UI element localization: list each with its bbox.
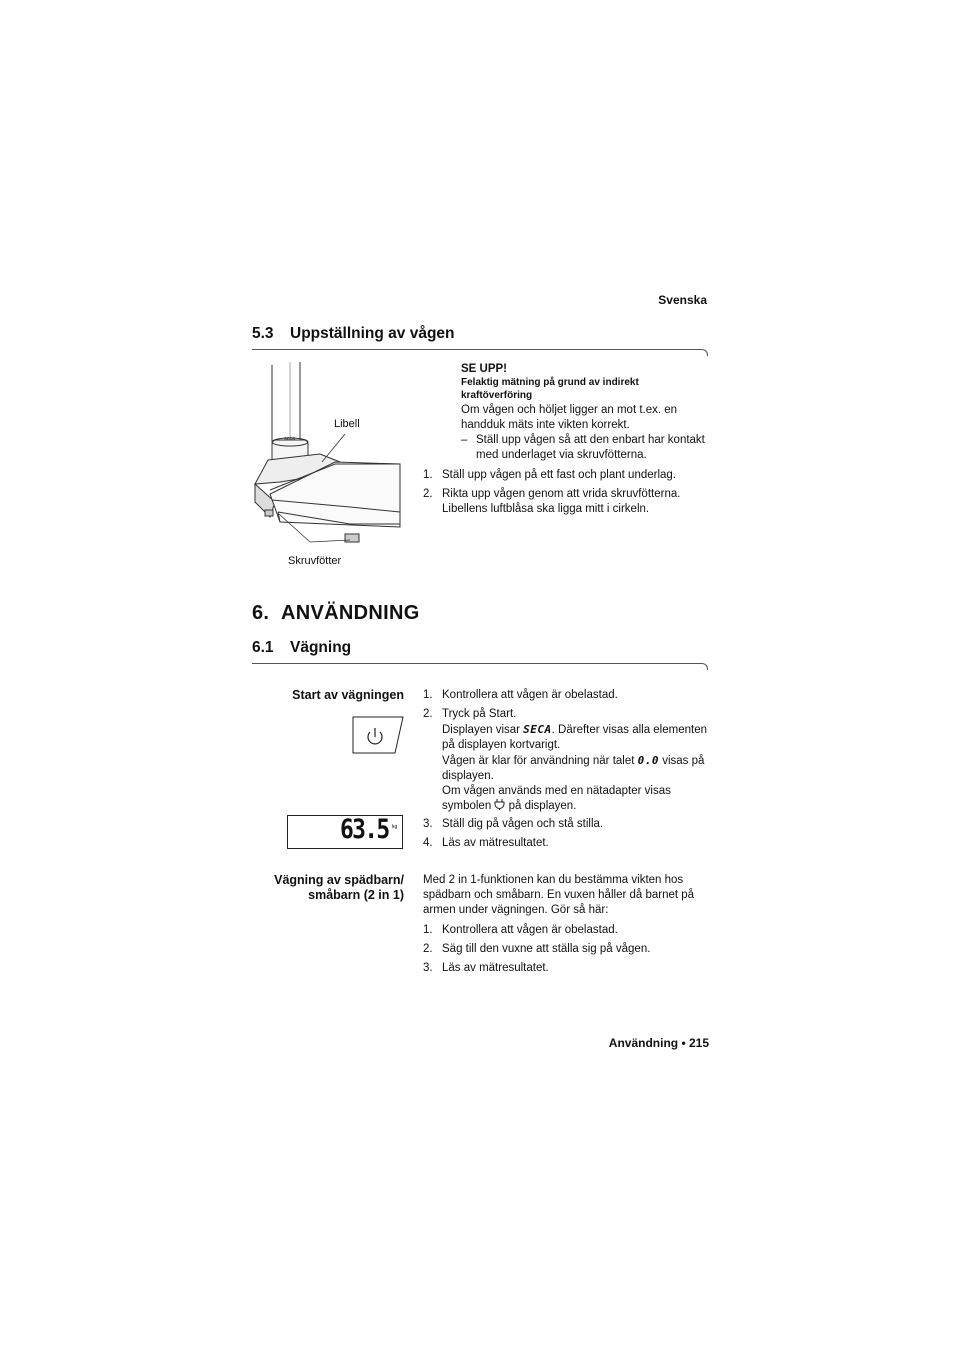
step-number: 1.: [423, 689, 433, 701]
libell-label: Libell: [334, 418, 360, 430]
chapter-number: 6.: [252, 602, 270, 624]
segment-display-text: 0.0: [637, 754, 659, 767]
display-reading: 63.5: [340, 814, 389, 845]
step-number: 1.: [423, 924, 433, 936]
subheading-line: Vägning av spädbarn/: [274, 873, 404, 887]
step-number: 2.: [423, 943, 433, 955]
step-text: Kontrollera att vågen är obelastad.: [442, 689, 618, 701]
step-number: 3.: [423, 818, 433, 830]
section-6-1-heading: [252, 639, 351, 657]
caution-title: SE UPP!: [461, 363, 508, 375]
language-label: Svenska: [658, 293, 707, 307]
dash-marker: –: [461, 434, 468, 446]
setup-steps: [423, 468, 713, 517]
step-text: Ställ upp vågen på ett fast och plant underlag.: [442, 469, 676, 481]
section-number: 5.3: [252, 325, 274, 342]
step-text: Ställ dig på vågen och stå stilla.: [442, 818, 604, 830]
step-text: Tryck på Start.: [442, 708, 517, 720]
section-divider: [252, 663, 702, 664]
feet-label: Skruvfötter: [288, 555, 342, 567]
start-subheading: Start av vägningen: [292, 688, 404, 702]
two-in-one-steps: [423, 923, 723, 976]
caution-text-line: Om vågen och höljet ligger an mot t.ex. en: [461, 404, 678, 416]
divider-hook: [701, 349, 708, 356]
text-segment: . Därefter visas alla elementen: [551, 724, 707, 736]
caution-subtitle: [461, 376, 711, 402]
text-segment: symbolen: [442, 800, 495, 812]
step-text: [442, 722, 723, 738]
step-text: Säg till den vuxne att ställa sig på vågen.: [442, 943, 651, 955]
step-number: 3.: [423, 962, 433, 974]
list-item: [423, 707, 723, 814]
caution-subtitle-line: kraftöverföring: [461, 390, 533, 401]
list-item: [423, 923, 723, 938]
intro-line: Med 2 in 1-funktionen kan du bestämma vikten hos: [423, 874, 684, 886]
step-number: 4.: [423, 837, 433, 849]
chapter-title: ANVÄNDNING: [281, 602, 420, 624]
list-item: [423, 942, 723, 957]
section-title: Vägning: [290, 639, 352, 656]
list-item: [423, 961, 723, 976]
intro-line: armen under vägningen. Gör så här:: [423, 904, 609, 916]
text-segment: visas på: [659, 755, 705, 767]
step-number: 1.: [423, 469, 433, 481]
text-segment: Vågen är klar för användning när talet: [442, 755, 638, 767]
two-in-one-intro: [423, 873, 723, 918]
caution-text: [461, 403, 711, 433]
page-footer: Användning • 215: [608, 1036, 709, 1050]
chapter-heading: [252, 602, 420, 625]
section-5-3-heading: [252, 325, 455, 343]
step-text: [442, 799, 723, 814]
step-text: [442, 753, 723, 769]
segment-display-text: SECA: [523, 723, 552, 736]
scale-illustration: [250, 362, 415, 552]
two-in-one-subheading: [274, 873, 404, 903]
step-number: 2.: [423, 488, 433, 500]
caution-subtitle-line: Felaktig mätning på grund av indirekt: [461, 377, 639, 388]
text-segment: på displayen.: [505, 800, 577, 812]
divider-hook: [701, 663, 708, 670]
caution-bullet-line: med underlaget via skruvfötterna.: [476, 449, 647, 461]
caution-bullet-line: Ställ upp vågen så att den enbart har kontakt: [476, 434, 705, 446]
step-text: Läs av mätresultatet.: [442, 962, 549, 974]
weight-display-illustration: [287, 815, 403, 849]
step-text: Läs av mätresultatet.: [442, 837, 549, 849]
intro-line: spädbarn och småbarn. En vuxen håller då barnet på: [423, 889, 695, 901]
list-item: [423, 487, 713, 517]
brand-mark: seca: [284, 436, 296, 442]
step-text: Rikta upp vågen genom att vrida skruvfötterna.: [442, 488, 681, 500]
section-number: 6.1: [252, 639, 274, 656]
list-item: [423, 817, 723, 832]
section-divider: [252, 349, 702, 350]
text-segment: Displayen visar: [442, 724, 524, 736]
display-unit: kg: [392, 824, 398, 830]
start-button-illustration: [352, 716, 404, 754]
step-number: 2.: [423, 708, 433, 720]
step-text: Om vågen används med en nätadapter visas: [442, 785, 671, 797]
caution-text-line: handduk mäts inte vikten korrekt.: [461, 419, 630, 431]
step-text: displayen.: [442, 770, 494, 782]
caution-block: [461, 363, 711, 463]
caution-bullet: [461, 433, 711, 463]
start-steps: [423, 688, 723, 851]
step-text: Kontrollera att vågen är obelastad.: [442, 924, 618, 936]
step-text: Libellens luftblåsa ska ligga mitt i cirkeln.: [442, 503, 650, 515]
list-item: [423, 468, 713, 483]
step-text: på displayen kortvarigt.: [442, 739, 561, 751]
list-item: [423, 836, 723, 851]
list-item: [423, 688, 723, 703]
subheading-line: småbarn (2 in 1): [308, 888, 404, 902]
section-title: Uppställning av vågen: [290, 325, 455, 342]
power-adapter-icon: [494, 799, 505, 810]
